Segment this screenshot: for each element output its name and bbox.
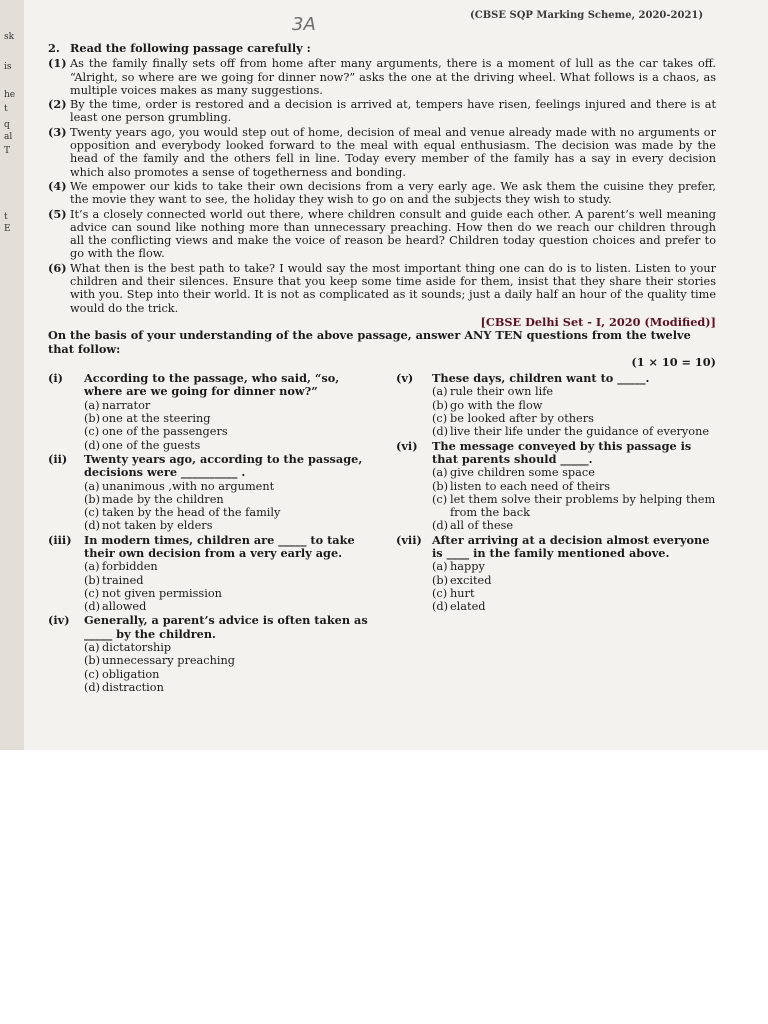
option-letter: (c)	[84, 586, 100, 600]
option-letter: (a)	[84, 560, 100, 574]
mcq-option[interactable]	[84, 493, 368, 506]
paragraph-text: We empower our kids to take their own decisions from a very early age. We ask them the cuisine they prefer, the movie they want to see, the holiday they wish to go on and the subjects they wish to study.	[70, 179, 716, 207]
mcq-number: (vi)	[396, 438, 418, 453]
passage-paragraph	[48, 126, 716, 179]
option-text: elated	[450, 600, 486, 614]
mcq-body	[432, 372, 716, 438]
option-letter: (a)	[432, 466, 448, 480]
passage-paragraph	[48, 57, 716, 97]
mcq-option[interactable]	[84, 641, 368, 654]
option-letter: (b)	[84, 654, 101, 668]
mcq-question	[48, 453, 368, 533]
passage	[48, 57, 716, 315]
mcq-body	[84, 614, 368, 694]
passage-paragraph	[48, 98, 716, 125]
mcq-question	[48, 372, 368, 452]
paragraph-text: Twenty years ago, you would step out of home, decision of meal and venue already made with no arguments or opposition and everybody looked forward to the meal with equal enthusiasm. The decision was made by the head of the family and the others fell in line. Today every member of the family has a say in every decision which also promotes a sense of togetherness and bonding.	[70, 125, 716, 179]
mcq-option[interactable]	[84, 439, 368, 452]
question-number: 2.	[48, 41, 60, 55]
option-letter: (a)	[432, 560, 448, 574]
option-letter: (c)	[84, 506, 100, 520]
mcq-option[interactable]	[84, 681, 368, 694]
mcq-option[interactable]	[84, 519, 368, 532]
mcq-option[interactable]	[84, 587, 368, 600]
mcq-number: (ii)	[48, 451, 68, 466]
mcq-stem: Generally, a parent’s advice is often taken as _____ by the children.	[84, 613, 368, 641]
option-text: go with the flow	[450, 398, 543, 412]
mcq-option[interactable]	[84, 506, 368, 519]
option-text: let them solve their problems by helping them from the back	[450, 492, 716, 520]
marks-allocation: (1 × 10 = 10)	[631, 354, 716, 369]
option-text: listen to each need of theirs	[450, 479, 611, 493]
mcq-body	[84, 453, 368, 533]
paragraph-number: (4)	[48, 178, 67, 193]
margin-fragment: T	[4, 146, 11, 156]
mcq-option[interactable]	[432, 560, 716, 573]
paragraph-text: It’s a closely connected world out there, where children consult and guide each other. A parent’s well meaning advice can sound like nothing more than unnecessary preaching. How then do we reach our children through all the conflicting views and make the voice of reason be heard? Children today question choices and prefer to go with the flow.	[70, 207, 716, 261]
mcq-option[interactable]	[432, 412, 716, 425]
option-letter: (d)	[432, 519, 449, 533]
option-letter: (d)	[84, 438, 101, 452]
option-letter: (a)	[84, 641, 100, 655]
handwritten-mark: 3A	[292, 14, 316, 35]
paragraph-text: By the time, order is restored and a decision is arrived at, tempers have risen, feelings injured and there is at least one person grumbling.	[70, 98, 716, 125]
mcq-stem: Twenty years ago, according to the passage, decisions were __________ .	[84, 451, 363, 480]
margin-fragment: al	[4, 132, 13, 142]
option-text: distraction	[102, 680, 164, 694]
paragraph-number: (6)	[48, 260, 67, 275]
margin-fragment: E	[4, 224, 11, 234]
mcq-right-column	[396, 371, 716, 694]
margin-fragment: t	[4, 212, 8, 222]
mcq-question	[48, 534, 368, 614]
mcq-option[interactable]	[432, 574, 716, 587]
passage-paragraph	[48, 262, 716, 315]
option-text: forbidden	[102, 560, 158, 574]
option-letter: (a)	[84, 398, 100, 412]
mcq-option[interactable]	[432, 519, 716, 532]
paragraph-text: As the family finally sets off from home after many arguments, there is a moment of lull as the car takes off. “Alright, so where are we going for dinner now?” asks the one at the driving wheel. What follows is a chaos, as multiple voices makes as many suggestions.	[70, 57, 716, 97]
option-text: obligation	[102, 667, 160, 681]
option-letter: (c)	[84, 425, 100, 439]
mcq-number: (i)	[48, 371, 63, 386]
mcq-option[interactable]	[84, 668, 368, 681]
option-letter: (d)	[432, 425, 449, 439]
mcq-question	[396, 440, 716, 533]
option-letter: (d)	[84, 680, 101, 694]
option-text: all of these	[450, 519, 514, 533]
mcq-number: (v)	[396, 371, 414, 386]
option-text: hurt	[450, 586, 475, 600]
option-text: taken by the head of the family	[102, 506, 281, 520]
mcq-number: (vii)	[396, 532, 422, 547]
mcq-stem: In modern times, children are _____ to take their own decision from a very early age.	[84, 532, 355, 560]
option-text: made by the children	[102, 492, 224, 506]
paragraph-number: (3)	[48, 124, 67, 139]
question-title: Read the following passage carefully :	[70, 41, 311, 55]
option-text: trained	[102, 573, 144, 587]
mcq-option[interactable]	[432, 600, 716, 613]
option-letter: (c)	[432, 412, 448, 426]
option-text: excited	[450, 573, 492, 587]
mcq-option[interactable]	[84, 654, 368, 667]
option-letter: (b)	[432, 573, 449, 587]
question-page	[48, 42, 716, 694]
option-letter: (a)	[84, 479, 100, 493]
option-letter: (b)	[84, 573, 101, 587]
margin-fragment: q	[4, 120, 10, 130]
option-letter: (a)	[432, 385, 448, 399]
mcq-option[interactable]	[84, 574, 368, 587]
mcq-body	[432, 440, 716, 533]
option-letter: (b)	[84, 492, 101, 506]
option-letter: (d)	[84, 600, 101, 614]
mcq-stem: According to the passage, who said, “so, where are we going for dinner now?”	[84, 371, 340, 399]
option-text: live their life under the guidance of everyone	[450, 425, 710, 439]
option-text: unanimous ,with no argument	[102, 479, 275, 493]
option-text: give children some space	[450, 466, 595, 480]
option-letter: (d)	[84, 519, 101, 533]
margin-fragment: t	[4, 104, 8, 114]
question-heading	[48, 42, 716, 55]
margin-fragment: is	[4, 62, 12, 72]
mcq-option[interactable]	[432, 587, 716, 600]
mcq-number: (iv)	[48, 613, 70, 628]
option-text: happy	[450, 560, 485, 574]
option-text: narrator	[102, 398, 151, 412]
option-text: not taken by elders	[102, 519, 213, 533]
passage-paragraph	[48, 208, 716, 261]
mcq-body	[84, 372, 368, 452]
option-letter: (b)	[432, 479, 449, 493]
instruction-text: On the basis of your understanding of the above passage, answer ANY TEN questions from the twelve that follow:	[48, 328, 691, 356]
mcq-option[interactable]	[432, 480, 716, 493]
mcq-option[interactable]	[432, 399, 716, 412]
option-text: one of the guests	[102, 438, 201, 452]
option-letter: (b)	[84, 412, 101, 426]
option-letter: (c)	[432, 492, 448, 506]
source-citation: [CBSE Delhi Set - I, 2020 (Modified)]	[480, 314, 716, 329]
paragraph-number: (5)	[48, 206, 67, 221]
mcq-option[interactable]	[432, 385, 716, 398]
mcq-option[interactable]	[84, 425, 368, 438]
margin-fragment: sk	[4, 32, 15, 42]
mcq-left-column	[48, 371, 368, 694]
mcq-stem: The message conveyed by this passage is that parents should _____.	[432, 438, 692, 466]
option-text: one at the steering	[102, 412, 211, 426]
option-text: unnecessary preaching	[102, 654, 236, 668]
mcq-question	[396, 372, 716, 438]
option-letter: (d)	[432, 600, 449, 614]
paragraph-text: What then is the best path to take? I would say the most important thing one can do is to listen. Listen to your children and their silences. Ensure that you keep some time aside for them, insist that they share their stories with you. Step into their world. It is not as complicated as it sounds; just a daily half an hour of the quality time would do the trick.	[70, 261, 716, 315]
mcq-question	[48, 614, 368, 694]
mcq-question	[396, 534, 716, 614]
option-letter: (c)	[432, 586, 448, 600]
passage-paragraph	[48, 180, 716, 207]
mcq-number: (iii)	[48, 532, 72, 547]
option-letter: (b)	[432, 398, 449, 412]
mcq-option[interactable]	[84, 600, 368, 613]
mcq-body	[84, 534, 368, 614]
option-text: not given permission	[102, 586, 222, 600]
mcq-option[interactable]	[84, 480, 368, 493]
paragraph-number: (1)	[48, 56, 67, 71]
option-text: rule their own life	[450, 385, 554, 399]
mcq-columns	[48, 371, 716, 694]
page-header-text: (CBSE SQP Marking Scheme, 2020-2021)	[470, 10, 704, 21]
margin-fragment: he	[4, 90, 16, 100]
mcq-option[interactable]	[432, 466, 716, 479]
mcq-option[interactable]	[432, 493, 716, 520]
option-letter: (c)	[84, 667, 100, 681]
mcq-option[interactable]	[84, 399, 368, 412]
paragraph-number: (2)	[48, 97, 67, 112]
mcq-option[interactable]	[432, 425, 716, 438]
mcq-option[interactable]	[84, 560, 368, 573]
adjacent-page-strip	[0, 0, 24, 750]
mcq-body	[432, 534, 716, 614]
option-text: dictatorship	[102, 641, 172, 655]
mcq-stem: These days, children want to _____.	[432, 371, 650, 386]
mcq-stem: After arriving at a decision almost everyone is ____ in the family mentioned above.	[432, 532, 710, 560]
option-text: one of the passengers	[102, 425, 228, 439]
option-text: allowed	[102, 600, 147, 614]
mcq-option[interactable]	[84, 412, 368, 425]
option-text: be looked after by others	[450, 412, 594, 426]
